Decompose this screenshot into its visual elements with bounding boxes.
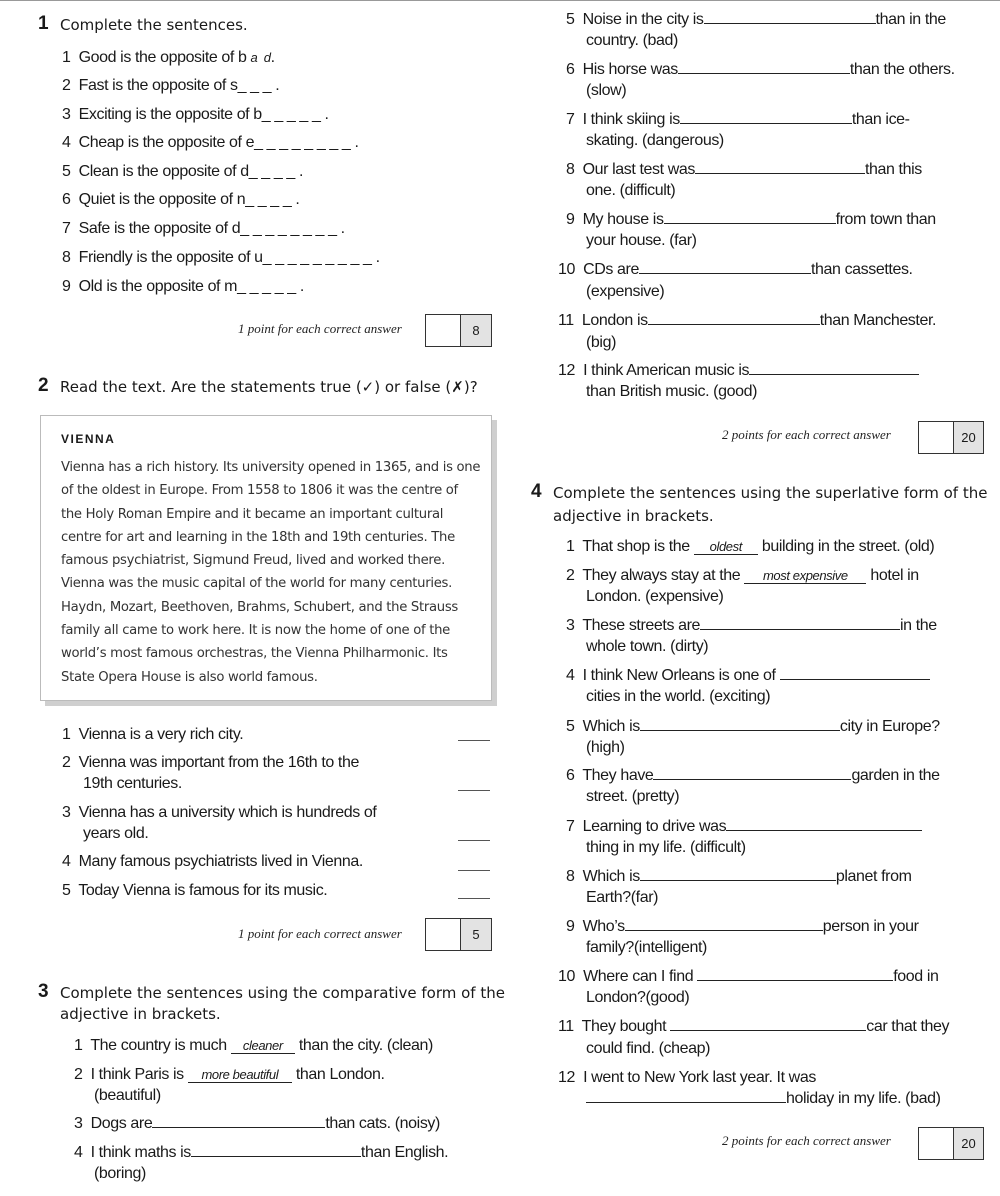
list-item-cont: London. (expensive) [586,588,724,605]
answer-blank[interactable] [458,790,490,791]
list-item: 3 These streets are in the [566,617,937,634]
points-label: 1 point for each correct answer [238,926,402,941]
list-item-cont: country. (bad) [586,32,678,49]
list-item: 2 They always stay at the most expensive hotel in [566,567,919,584]
list-item: 10 Where can I find food in [558,968,939,985]
score-box [918,421,984,454]
list-item-cont: thing in my life. (difficult) [586,839,746,856]
answer-blank[interactable] [640,880,836,881]
list-item-cont: cities in the world. (exciting) [586,688,771,705]
answer-blank[interactable] [586,1102,786,1103]
list-item: 6 His horse was than the others. [566,61,955,78]
answer-blank[interactable] [695,173,865,174]
section-number: 3 [38,981,49,1002]
list-item: 6 Quiet is the opposite of n_ _ _ _ . [62,191,300,208]
answer-blank[interactable] [191,1156,361,1157]
list-item: 2 I think Paris is more beautiful than London. [74,1066,385,1083]
answer-blank[interactable] [458,870,490,871]
section-number: 2 [38,375,49,396]
answer-blank[interactable] [640,730,840,731]
answer-blank[interactable] [648,324,820,325]
answer-blank[interactable] [664,223,836,224]
answer-blank[interactable] [152,1127,325,1128]
answer-blank[interactable] [700,629,900,630]
list-item-cont: London?(good) [586,989,690,1006]
answer-blank[interactable] [458,740,490,741]
answer-blank[interactable] [726,830,922,831]
list-item-cont: (boring) [94,1165,146,1182]
list-item: 3 Exciting is the opposite of b_ _ _ _ _ . [62,106,329,123]
section-number: 4 [531,481,542,502]
list-item-cont: than British music. (good) [586,383,758,400]
list-item-cont: (big) [586,334,617,351]
list-item: 1 The country is much cleaner than the city. (clean) [74,1037,433,1054]
list-item-cont: years old. [83,825,149,842]
score-total: 20 [954,422,983,453]
list-item: 5 Clean is the opposite of d_ _ _ _ . [62,163,303,180]
list-item: 4 I think maths is than English. [74,1144,449,1161]
list-item-cont: your house. (far) [586,232,697,249]
list-item-cont: whole town. (dirty) [586,638,709,655]
list-item: 5 Today Vienna is famous for its music. [62,882,328,899]
list-item: 5 Which is city in Europe? [566,718,940,735]
list-item: 1 That shop is the oldest building in the street. (old) [566,538,935,555]
list-item: 8 Our last test was than this [566,161,922,178]
list-item: 1 Vienna is a very rich city. [62,726,244,743]
answer-blank[interactable] [780,679,930,680]
answer-blank[interactable] [680,123,852,124]
list-item: 8 Which is planet from [566,868,912,885]
answer-blank[interactable] [458,898,490,899]
list-item: 11 London is than Manchester. [558,312,937,329]
list-item: 2 Vienna was important from the 16th to the [62,754,359,771]
answer-blank[interactable] [458,840,490,841]
reading-body: Vienna has a rich history. Its university opened in 1365, and is one of the oldest in Europe. From 1558 to 1806 it was the centre of the Holy Roman Empire and it became an important cultural centre for art and learning in the 18th and 19th centuries. The famous psychiatrist, Sigmund Freud, lived and worked there. Vienna was the music capital of the world for many centuries. Haydn, Mozart, Beethoven, Brahms, Schubert, and the Strauss family all came to work here. It is now the home of one of the world’s most famous orchestras, the Vienna Philharmonic. Its State Opera House is also world famous. [61,460,481,685]
score-input[interactable] [426,315,461,346]
reading-text-box [40,415,492,701]
answer-blank[interactable] [749,374,919,375]
answer-blank[interactable] [697,980,893,981]
list-item-cont: (slow) [586,82,627,99]
score-input[interactable] [919,1128,954,1159]
list-item: 11 They bought car that they [558,1018,950,1035]
list-item: 4 I think New Orleans is one of [566,667,930,685]
answer-blank[interactable] [704,23,876,24]
answer-blank[interactable] [639,273,811,274]
answer-blank[interactable] [625,930,823,931]
list-item-cont: 19th centuries. [83,775,182,792]
section-title: Complete the sentences. [60,16,248,34]
score-total: 5 [461,919,491,950]
list-item-cont: skating. (dangerous) [586,132,724,149]
list-item-cont: could find. (cheap) [586,1040,711,1057]
points-label: 2 points for each correct answer [722,1133,891,1148]
score-input[interactable] [426,919,461,950]
list-item: 3 Vienna has a university which is hundreds of [62,804,377,821]
section-title: Complete the sentences using the comparative form of the [60,984,505,1002]
top-rule [0,0,1000,1]
list-item: 5 Noise in the city is than in the [566,11,946,28]
section-number: 1 [38,13,49,34]
list-item-cont: (high) [586,739,625,756]
list-item: 7 Safe is the opposite of d_ _ _ _ _ _ _ _ . [62,220,345,237]
score-total: 20 [954,1128,983,1159]
answer-blank[interactable] [678,73,850,74]
list-item-cont: one. (difficult) [586,182,676,199]
list-item: 3 Dogs are than cats. (noisy) [74,1115,440,1132]
list-item: 4 Cheap is the opposite of e_ _ _ _ _ _ _ _ . [62,134,359,151]
points-label: 2 points for each correct answer [722,427,891,442]
score-input[interactable] [919,422,954,453]
list-item: 10 CDs are than cassettes. [558,261,913,278]
points-label: 1 point for each correct answer [238,321,402,336]
list-item-cont: Earth?(far) [586,889,659,906]
list-item: 8 Friendly is the opposite of u_ _ _ _ _ _ _ _ _ . [62,249,380,266]
list-item: 9 My house is from town than [566,211,936,228]
list-item: 1 Good is the opposite of b a d. [62,49,275,66]
list-item-cont: family?(intelligent) [586,939,707,956]
list-item-cont: (beautiful) [94,1087,161,1104]
score-total: 8 [461,315,491,346]
list-item: 7 I think skiing is than ice- [566,111,910,128]
section-title-cont: adjective in brackets. [60,1005,221,1023]
list-item: 12 I think American music is [558,362,919,380]
list-item: 9 Old is the opposite of m_ _ _ _ _ . [62,278,304,295]
list-item: 6 They have garden in the [566,767,940,784]
answer-blank[interactable] [670,1030,866,1031]
score-box [425,314,492,347]
list-item: 7 Learning to drive was [566,818,922,836]
reading-title: VIENNA [61,432,116,446]
score-box [918,1127,984,1160]
answer-blank[interactable] [653,779,851,780]
list-item: 9 Who’s person in your [566,918,919,935]
section-title: Complete the sentences using the superlative form of the [553,484,988,502]
section-title: Read the text. Are the statements true (✓) or false (✗)? [60,378,478,396]
score-box [425,918,492,951]
list-item: 4 Many famous psychiatrists lived in Vienna. [62,853,363,870]
list-item-cont: (expensive) [586,283,665,300]
list-item: 12 I went to New York last year. It was [558,1069,816,1086]
section-title-cont: adjective in brackets. [553,507,714,525]
list-item-cont: street. (pretty) [586,788,680,805]
list-item-cont: holiday in my life. (bad) [586,1090,941,1108]
list-item: 2 Fast is the opposite of s_ _ _ . [62,77,280,94]
